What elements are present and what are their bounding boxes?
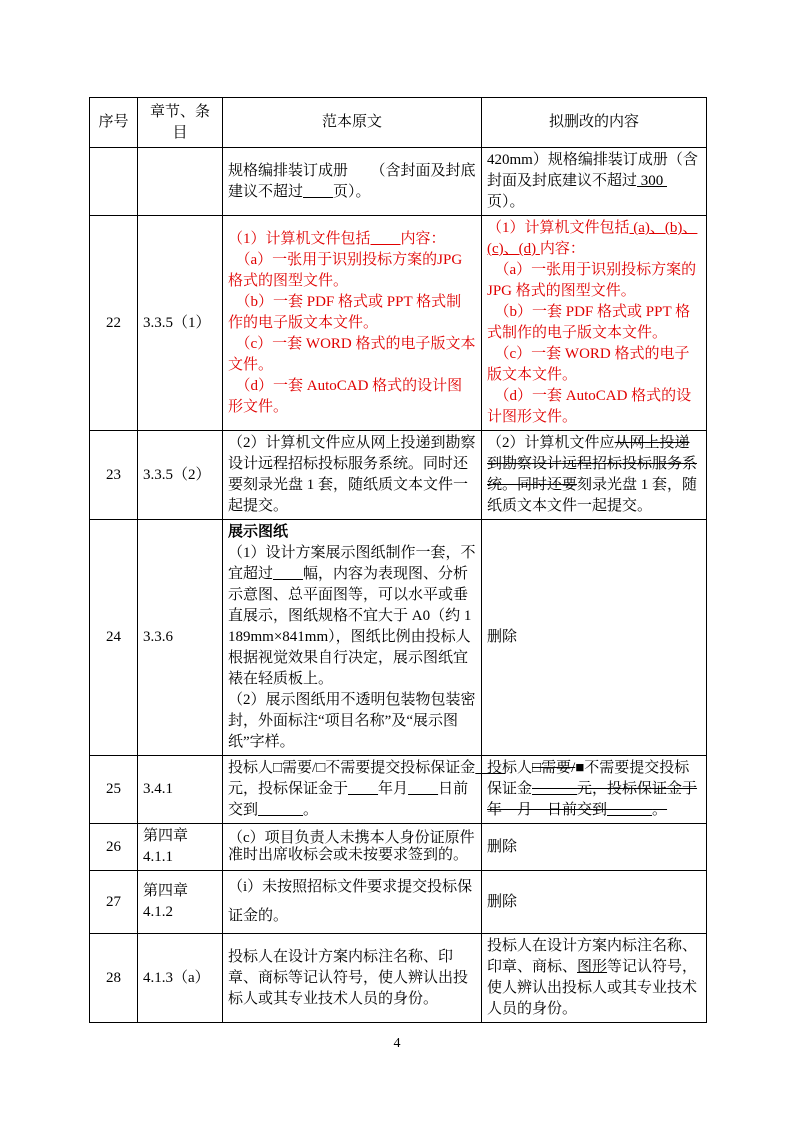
- cell-paragraph: [228, 433, 476, 517]
- text-segment: [607, 802, 652, 818]
- section-line: 3.3.6: [143, 629, 173, 645]
- text-segment: 幅，内容为表现图、分析示意图、总平面图等，可以水平或垂直展示，图纸规格不宜大于 A0（约 1189mm×841mm），图纸比例由投标人根据视觉效果自行决定，展示图纸宜裱在轻质板上。: [228, 566, 472, 687]
- cell-paragraph: [487, 627, 701, 648]
- header-section: 章节、条目: [138, 98, 223, 148]
- text-segment: （2）展示图纸用不透明包装物包装密封，外面标注“项目名称”及“展示图纸”字样。: [228, 692, 476, 750]
- revised-text-cell: [482, 871, 707, 934]
- text-segment: （c）一套 WORD 格式的电子版文本文件。: [487, 346, 690, 383]
- original-text-cell: [223, 871, 482, 934]
- cell-paragraph: [228, 830, 476, 864]
- section-cell: [138, 934, 223, 1023]
- text-segment: （a）一张用于识别投标方案的JPG格式的图型文件。: [228, 251, 463, 289]
- section-cell: [138, 216, 223, 431]
- cell-paragraph: [228, 161, 476, 203]
- text-segment: 页）。: [487, 194, 525, 210]
- text-segment: （i）未按照招标文件要求提交投标保证金的。: [228, 879, 473, 924]
- text-segment: 。: [652, 802, 668, 818]
- cell-paragraph: [228, 522, 476, 543]
- text-segment: （d）一套 AutoCAD 格式的设计图形文件。: [487, 388, 692, 425]
- text-segment: 元，投标保证金于年 月 日前交到: [487, 781, 698, 818]
- row-number-cell: 28: [90, 934, 138, 1023]
- section-cell: [138, 756, 223, 824]
- text-segment: [273, 566, 303, 582]
- text-segment: 元，投标保证金于: [228, 781, 349, 797]
- revised-text-cell: [482, 520, 707, 756]
- text-segment: 300: [637, 173, 668, 189]
- row-number-cell: 24: [90, 520, 138, 756]
- text-segment: [348, 781, 378, 797]
- text-segment: 刻录光盘 1 套，随纸质文本文件一起提交。: [487, 477, 698, 514]
- text-segment: □需要/: [532, 760, 576, 776]
- text-segment: 删除: [487, 893, 518, 910]
- cell-paragraph: [487, 302, 701, 344]
- text-segment: 等记认符号，使人辨认出投标人或其专业技术人员的身份。: [487, 959, 698, 1017]
- table-row: [90, 148, 707, 216]
- text-segment: （a）一张用于识别投标方案的 JPG 格式的图型文件。: [487, 262, 700, 299]
- text-segment: 内容：: [539, 241, 585, 257]
- revision-table: [89, 97, 707, 1023]
- text-segment: 年月: [378, 781, 409, 797]
- table-header-row: [90, 98, 707, 148]
- table-row: [90, 216, 707, 431]
- text-segment: （c）一套 WORD 格式的电子版文本文件。: [228, 335, 476, 373]
- text-segment: （1）设计方案展示图纸制作一套，不宜超过: [228, 545, 476, 582]
- cell-paragraph: [487, 839, 701, 856]
- text-segment: （c）项目负责人未携本人身份证原件准时出席收标会或未按要求签到的。: [228, 830, 475, 863]
- text-segment: 规格编排装订成册 （含封面及封底建议不超过: [228, 162, 476, 200]
- revised-text-cell: [482, 756, 707, 824]
- text-segment: 内容：: [400, 230, 446, 247]
- cell-paragraph: [487, 344, 701, 386]
- text-segment: ■不需要提交投标保证金: [487, 760, 690, 797]
- text-segment: 420mm）规格编排装订成册（含封面及封底建议不超过: [487, 152, 698, 189]
- text-segment: [532, 781, 577, 797]
- section-line: 3.4.1: [143, 781, 173, 797]
- text-segment: （d）一套 AutoCAD 格式的设计图形文件。: [228, 377, 463, 415]
- section-line: 3.3.5（2）: [143, 466, 211, 483]
- header-original-text: 范本原文: [223, 98, 482, 148]
- section-cell: [138, 871, 223, 934]
- text-segment: 展示图纸: [228, 524, 289, 540]
- row-number-cell: 27: [90, 871, 138, 934]
- cell-paragraph: [228, 250, 476, 292]
- cell-paragraph: [228, 376, 476, 418]
- text-segment: 投标人: [487, 760, 533, 776]
- header-serial-number: 序号: [90, 98, 138, 148]
- row-number-cell: [90, 148, 138, 216]
- page-number: 4: [393, 1036, 401, 1051]
- text-segment: 日前交到: [228, 781, 469, 818]
- table-body: [90, 148, 707, 1023]
- revised-text-cell: [482, 431, 707, 520]
- cell-paragraph: [228, 873, 476, 931]
- text-segment: 删除: [487, 629, 518, 645]
- section-line: 4.1.1: [143, 849, 173, 865]
- text-segment: [258, 802, 303, 818]
- section-line: 4.1.3（a）: [143, 969, 210, 986]
- cell-paragraph: [487, 888, 701, 917]
- original-text-cell: [223, 431, 482, 520]
- cell-paragraph: [487, 218, 701, 260]
- table-row: [90, 871, 707, 934]
- section-cell: [138, 520, 223, 756]
- section-line: 第四章: [143, 828, 189, 844]
- cell-paragraph: [487, 433, 701, 517]
- text-segment: 投标人在设计方案内标注名称、印章、商标、: [487, 938, 698, 975]
- table-row: [90, 431, 707, 520]
- row-number-cell: 22: [90, 216, 138, 431]
- table-row: [90, 824, 707, 871]
- text-segment: （2）计算机文件应从网上投递到勘察设计远程招标投标服务系统。同时还要刻录光盘 1 套，随纸质文本文件一起提交。: [228, 435, 476, 514]
- cell-paragraph: [487, 260, 701, 302]
- text-segment: 投标人□需要/□不需要提交投标保证金: [228, 760, 476, 776]
- text-segment: （1）计算机文件包括: [487, 220, 630, 236]
- original-text-cell: [223, 216, 482, 431]
- table-row: [90, 520, 707, 756]
- section-cell: [138, 148, 223, 216]
- text-segment: （b）一套 PDF 格式或 PPT 格式制作的电子版文本文件。: [228, 293, 462, 331]
- text-segment: 。: [303, 802, 319, 818]
- text-segment: （b）一套 PDF 格式或 PPT 格式制作的电子版文本文件。: [487, 304, 691, 341]
- text-segment: [303, 184, 333, 200]
- cell-paragraph: [487, 758, 701, 821]
- text-segment: （1）计算机文件包括: [228, 230, 371, 247]
- section-line: 4.1.2: [143, 904, 173, 920]
- row-number-cell: 23: [90, 431, 138, 520]
- text-segment: 删除: [487, 838, 518, 855]
- cell-paragraph: [228, 947, 476, 1010]
- original-text-cell: [223, 824, 482, 871]
- revised-text-cell: [482, 934, 707, 1023]
- revised-text-cell: [482, 824, 707, 871]
- revised-text-cell: [482, 216, 707, 431]
- cell-paragraph: [228, 229, 476, 250]
- original-text-cell: [223, 934, 482, 1023]
- text-segment: [408, 781, 438, 797]
- cell-paragraph: [487, 936, 701, 1020]
- cell-paragraph: [228, 292, 476, 334]
- cell-paragraph: [487, 386, 701, 428]
- section-line: 3.3.5（1）: [143, 314, 211, 331]
- cell-paragraph: [228, 758, 476, 821]
- cell-paragraph: [487, 150, 701, 213]
- table-row: [90, 756, 707, 824]
- revised-text-cell: [482, 148, 707, 216]
- cell-paragraph: [228, 334, 476, 376]
- section-cell: [138, 824, 223, 871]
- original-text-cell: [223, 756, 482, 824]
- text-segment: (a)、(b)、(c)、(d): [487, 220, 698, 257]
- row-number-cell: 25: [90, 756, 138, 824]
- text-segment: （2）计算机文件应: [487, 435, 615, 451]
- original-text-cell: [223, 148, 482, 216]
- text-segment: 页）。: [333, 183, 371, 200]
- text-segment: [371, 231, 401, 247]
- text-segment: 图形: [577, 959, 608, 975]
- original-text-cell: [223, 520, 482, 756]
- cell-paragraph: [228, 543, 476, 690]
- row-number-cell: 26: [90, 824, 138, 871]
- section-line: 第四章: [143, 883, 189, 899]
- section-cell: [138, 431, 223, 520]
- text-segment: 从网上投递到勘察设计远程招标投标服务系统。同时还要: [487, 435, 698, 493]
- table-row: [90, 934, 707, 1023]
- header-revised-content: 拟删改的内容: [482, 98, 707, 148]
- text-segment: 投标人在设计方案内标注名称、印章、商标等记认符号，使人辨认出投标人或其专业技术人员的身份。: [228, 948, 469, 1007]
- cell-paragraph: [228, 690, 476, 753]
